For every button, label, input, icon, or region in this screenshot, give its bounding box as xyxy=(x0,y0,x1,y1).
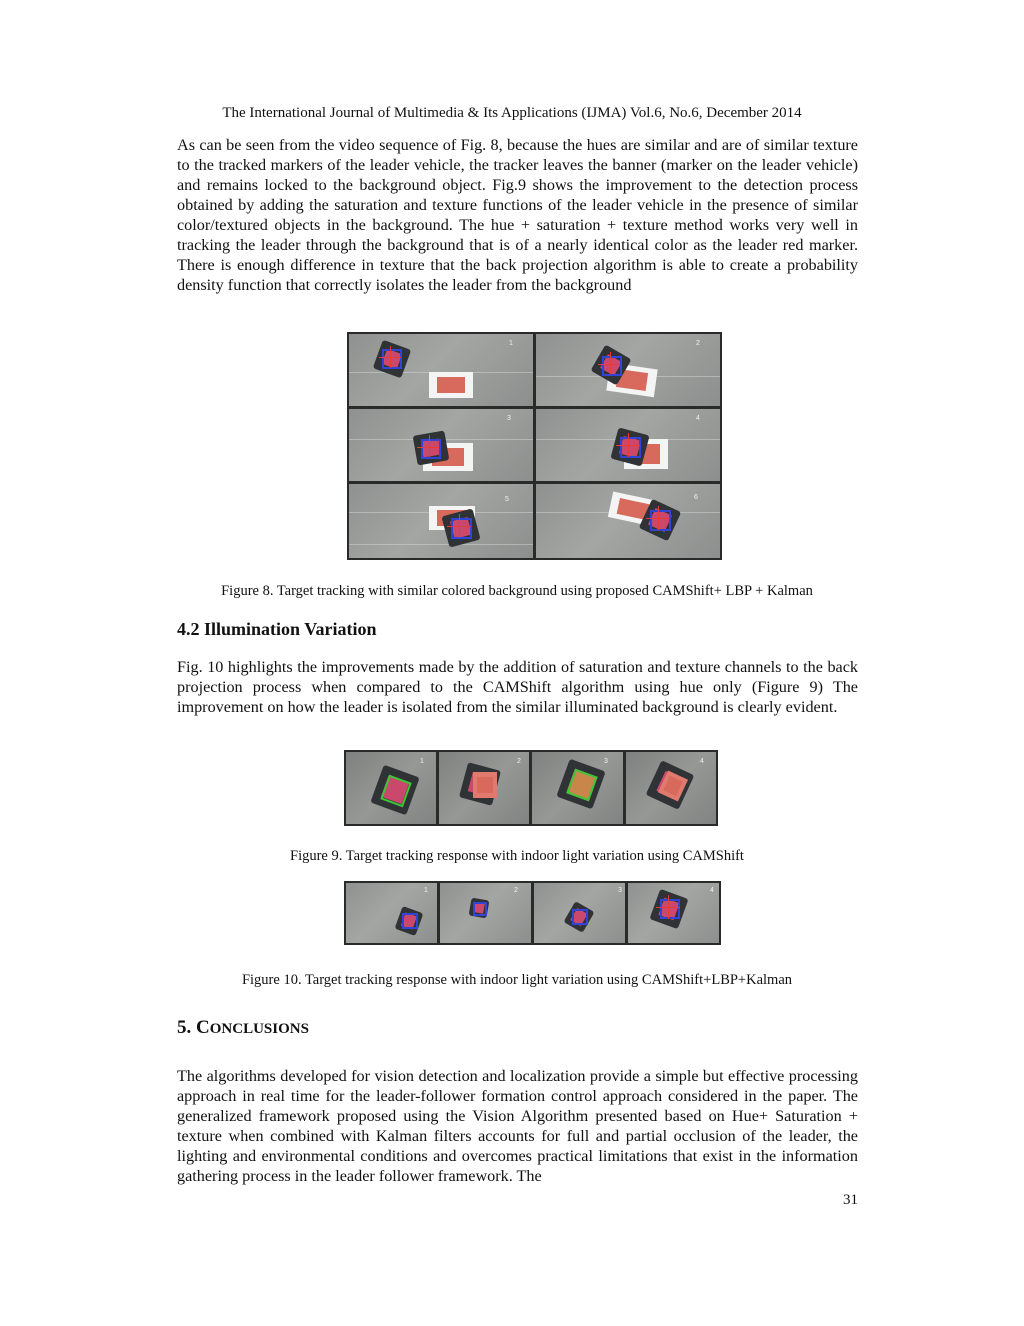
figure-9-image xyxy=(344,750,718,826)
section-heading-5 xyxy=(177,1017,309,1040)
figure-9-frame-4 xyxy=(626,752,716,824)
running-header: The International Journal of Multimedia & Its Applications (IJMA) Vol.6, No.6, December 2014 xyxy=(222,105,802,121)
figure-9-frame-2 xyxy=(439,752,529,824)
figure-10-caption: Figure 10. Target tracking response with indoor light variation using CAMShift+LBP+Kalman xyxy=(241,972,793,988)
paragraph-illumination: Fig. 10 highlights the improvements made by the addition of saturation and texture channels to the back projection process when compared to the CAMShift algorithm using hue only (Figure 9) The improvement on how the leader is isolated from the similar illuminated background is clearly evident. xyxy=(177,658,858,716)
page-number: 31 xyxy=(843,1192,858,1208)
frame-number: 2 xyxy=(696,340,700,347)
paragraph-intro: As can be seen from the video sequence of Fig. 8, because the hues are similar and are of similar texture to the tracked markers of the leader vehicle, the tracker leaves the banner (marker on the leader vehicle) and remains locked to the background object. Fig.9 shows the improvement to the detection process obtained by adding the saturation and texture functions of the leader vehicle in the presence of similar color/textured objects in the background. The hue + saturation + texture method works very well in tracking the leader through the background that is of a nearly identical color as the leader red marker. There is enough difference in texture that the back projection algorithm is able to create a probability density function that correctly isolates the leader from the background xyxy=(177,136,858,294)
section-heading-4-2: 4.2 Illumination Variation xyxy=(177,619,377,639)
frame-number: 3 xyxy=(507,415,511,422)
frame-number: 4 xyxy=(700,758,704,765)
figure-10-frame-1 xyxy=(346,883,437,943)
figure-10-frame-4 xyxy=(628,883,719,943)
figure-10-image xyxy=(344,881,721,945)
frame-number: 4 xyxy=(696,415,700,422)
frame-number: 3 xyxy=(618,887,622,894)
frame-number: 2 xyxy=(517,758,521,765)
figure-8-frame-4 xyxy=(536,409,720,481)
figure-8-image xyxy=(347,332,722,560)
frame-number: 5 xyxy=(505,496,509,503)
figure-8-caption: Figure 8. Target tracking with similar colored background using proposed CAMShift+ LBP + Kalman xyxy=(221,583,813,599)
frame-number: 1 xyxy=(424,887,428,894)
figure-9-frame-3 xyxy=(532,752,623,824)
section-number: 5. xyxy=(177,1017,196,1038)
figure-10-frame-3 xyxy=(534,883,625,943)
frame-number: 1 xyxy=(509,340,513,347)
figure-8-frame-3 xyxy=(349,409,533,481)
frame-number: 6 xyxy=(694,494,698,501)
figure-8-frame-5 xyxy=(349,484,533,558)
figure-8-frame-2 xyxy=(536,334,720,406)
figure-8-frame-1 xyxy=(349,334,533,406)
frame-number: 1 xyxy=(420,758,424,765)
figure-9-caption: Figure 9. Target tracking response with indoor light variation using CAMShift xyxy=(290,848,744,864)
section-title-rest: ONCLUSIONS xyxy=(209,1021,309,1037)
frame-number: 3 xyxy=(604,758,608,765)
section-title-initial: C xyxy=(196,1017,210,1038)
frame-number: 2 xyxy=(514,887,518,894)
figure-8-frame-6 xyxy=(536,484,720,558)
figure-10-frame-2 xyxy=(440,883,531,943)
paragraph-conclusions: The algorithms developed for vision detection and localization provide a simple but effective processing approach in real time for the leader-follower formation control approach considered in the paper. The generalized framework proposed using the Vision Algorithm presented based on Hue+ Saturation + texture when combined with Kalman filters accounts for full and partial occlusion of the leader, the lighting and environmental conditions and overcomes practical limitations that exist in the information gathering process in the leader follower framework. The xyxy=(177,1067,858,1185)
figure-9-frame-1 xyxy=(346,752,436,824)
frame-number: 4 xyxy=(710,887,714,894)
